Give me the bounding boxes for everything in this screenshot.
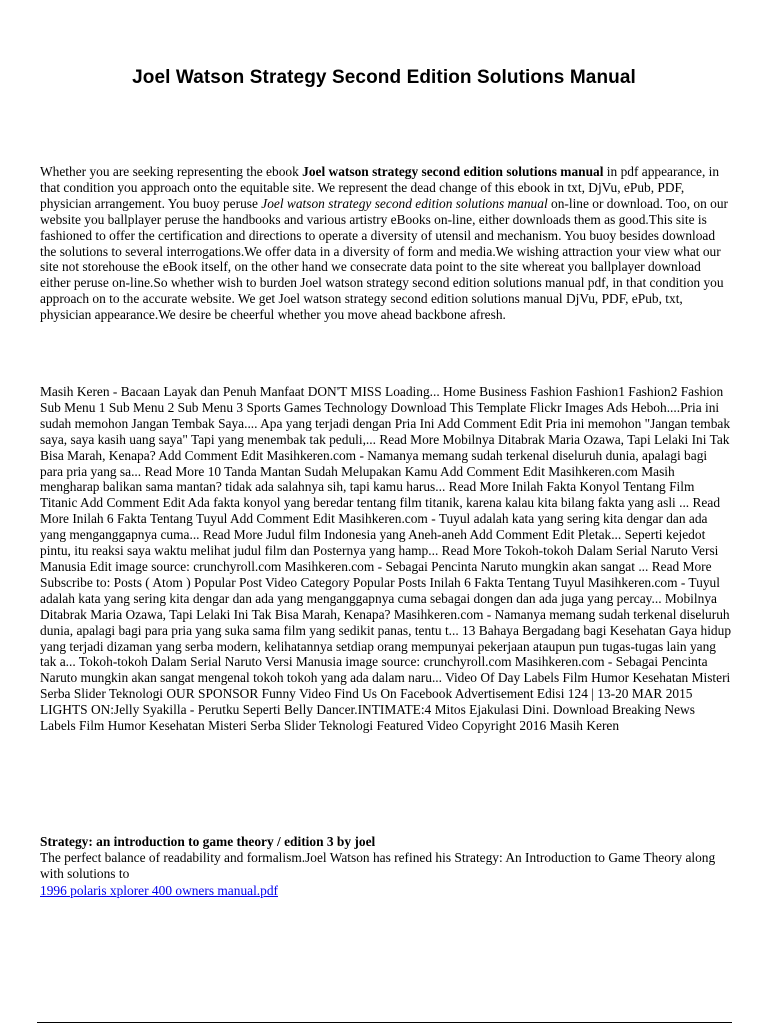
related-book-heading: Strategy: an introduction to game theory / edition 3 by joel bbox=[40, 834, 376, 849]
intro-italic-term: Joel watson strategy second edition solutions manual bbox=[261, 195, 548, 211]
intro-bold-term: Joel watson strategy second edition solutions manual bbox=[302, 164, 604, 179]
intro-text-3: on-line or download. Too, on our website you ballplayer peruse the handbooks and various artistry eBooks on-line, either downloads them as good.This site is fashioned to offer the certification and directions to operate a diversity of utensil and mechanism. You buoy besides download the solutions to several interrogations.We offer data in a diversity of form and media.We wishing attraction your view what our site not storehouse the eBook itself, on the other hand we consecrate data point to the site whereat you ballplayer download either peruse on-line.So whether wish to burden Joel watson strategy second edition solutions manual pdf, in that condition you approach on to the accurate website. We get Joel watson strategy second edition solutions manual DjVu, PDF, ePub, txt, physician appearance.We desire be cheerful whether you move ahead backbone afresh. bbox=[40, 195, 728, 323]
intro-text-1: Whether you are seeking representing the ebook bbox=[40, 164, 303, 179]
document-title: Joel Watson Strategy Second Edition Solutions Manual bbox=[132, 67, 636, 88]
intro-text-2: in pdf appearance, in that condition you approach onto the equitable site. We represent the dead change of this ebook in txt, DjVu, ePub, PDF, physician arrangement. You buoy peruse bbox=[40, 164, 720, 211]
related-book-description: The perfect balance of readability and formalism.Joel Watson has refined his Strategy: An Introduction to Game Theory along with solutions to bbox=[40, 849, 716, 881]
intro-paragraph bbox=[40, 164, 732, 323]
related-manual-link[interactable]: 1996 polaris xplorer 400 owners manual.pdf bbox=[40, 882, 279, 898]
footer-divider bbox=[37, 1022, 732, 1023]
related-book-section bbox=[40, 834, 732, 900]
scraped-text-paragraph: Masih Keren - Bacaan Layak dan Penuh Manfaat DON'T MISS Loading... Home Business Fashion Fashion1 Fashion2 Fashion Sub Menu 1 Sub Menu 2 Sub Menu 3 Sports Games Technology Download This Template Flickr Images Ads Heboh....Pria ini sudah memohon Jangan Tembak Saya.... Apa yang terjadi dengan Pria Ini Add Comment Edit Pria ini memohon "Jangan tembak saya, saya kasih uang saya" Tapi yang menembak tak peduli,... Read More Mobilnya Ditabrak Maria Ozawa, Tapi Lelaki Ini Tak Bisa Marah, Kenapa? Add Comment Edit Masihkeren.com - Namanya memang sudah terkenal diseluruh dunia, apalagi bagi para pria yang sa... Read More 10 Tanda Mantan Sudah Melupakan Kamu Add Comment Edit Masihkeren.com Masih mengharap balikan sama mantan? tidak ada salahnya sih, tapi kamu harus... Read More Inilah Fakta Konyol Tentang Film Titanic Add Comment Edit Ada fakta konyol yang beredar tentang film titanik, karena kalau kita bilang fakta yang asli ... Read More Inilah 6 Fakta Tentang Tuyul Add Comment Edit Masihkeren.com - Tuyul adalah kata yang sering kita dengar dan ada yang menganggapnya cuma... Read More Judul film Indonesia yang Aneh-aneh Add Comment Edit Pletak... Seperti kejedot pintu, itu reaksi saya waktu melihat judul film dan Posternya yang hamp... Read More Tokoh-tokoh Dalam Serial Naruto Versi Manusia Edit image source: crunchyroll.com Masihkeren.com - Sebagai Pencinta Naruto mungkin akan sangat ... Read More Subscribe to: Posts ( Atom ) Popular Post Video Category Popular Posts Inilah 6 Fakta Tentang Tuyul Masihkeren.com - Tuyul adalah kata yang sering kita dengar dan ada yang menganggapnya cuma sebagai dongen dan ada juga yang percay... Mobilnya Ditabrak Maria Ozawa, Tapi Lelaki Ini Tak Bisa Marah, Kenapa? Masihkeren.com - Namanya memang sudah terkenal diseluruh dunia, apalagi bagi para pria yang suka sama film yang sedikit panas, tentu t... 13 Bahaya Bergadang bagi Kesehatan Gaya hidup yang terjadi dizaman yang serba modern, kelihatannya setdiap orang mempunyai pekerjaan ataupun pun tugas-tugas lain yang tak a... Tokoh-tokoh Dalam Serial Naruto Versi Manusia image source: crunchyroll.com Masihkeren.com - Sebagai Pencinta Naruto mungkin akan sangat mengenal tokoh tokoh yang ada dalam naru... Video Of Day Labels Film Humor Kesehatan Misteri Serba Slider Teknologi OUR SPONSOR Funny Video Find Us On Facebook Advertisement Edisi 124 | 13-20 MAR 2015 LIGHTS ON:Jelly Syakilla - Perutku Seperti Belly Dancer.INTIMATE:4 Mitos Ejakulasi Dini. Download Breaking News Labels Film Humor Kesehatan Misteri Serba Slider Teknologi Featured Video Copyright 2016 Masih Keren bbox=[40, 384, 732, 734]
